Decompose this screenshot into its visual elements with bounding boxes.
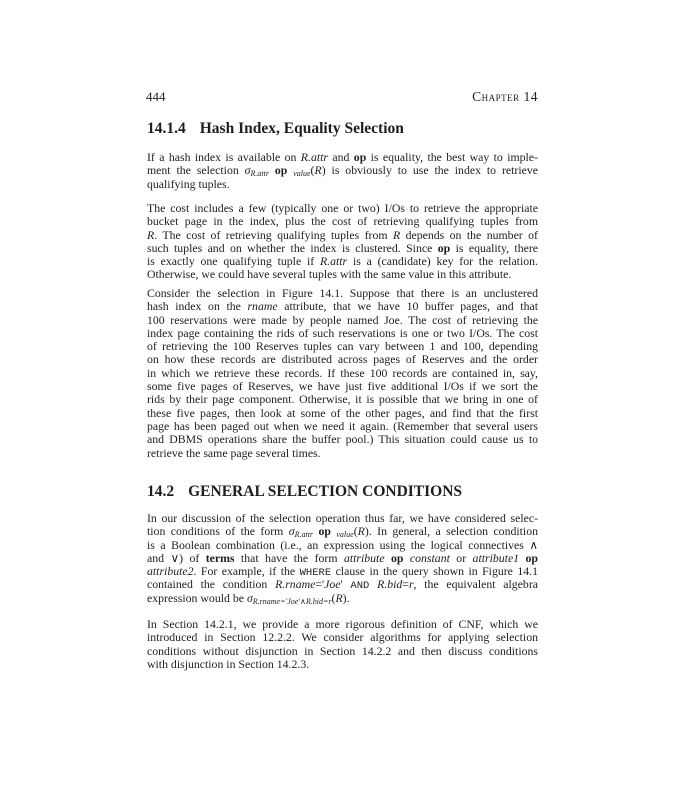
text-segment: such tuples and on whether the index is clustered. Since [147,240,438,255]
text-segment: hash index on the [147,299,248,314]
text-segment: = [402,577,409,592]
text-segment: r [408,577,414,592]
text-line [147,512,538,525]
text-line [147,340,538,353]
text-line [147,178,538,191]
text-segment: σ [244,163,251,178]
text-segment: contained the condition [147,577,276,592]
text-line [147,407,538,420]
section-number: 14.2 [147,483,175,500]
chapter-label: Chapter 14 [472,89,538,104]
text-segment: is equality, there [450,240,538,255]
text-segment [369,577,377,591]
text-segment: =' [315,577,325,592]
text-segment: tion conditions of the form [147,524,289,539]
text-segment: and ∨) of [147,550,206,565]
text-line [147,631,538,644]
text-segment: terms [205,550,235,565]
text-segment: R [147,227,155,242]
text-segment: of retrieving the 100 Reserves tuples can vary between 1 and 100, depending [147,339,538,354]
text-line [147,268,538,281]
text-segment: ) is obviously to use the index to retrieve [321,163,538,178]
text-line [147,151,538,164]
text-segment: ' [340,577,351,592]
text-segment: on how these records are distributed across pages of Reserves and the order [147,352,538,367]
text-segment: op [274,163,288,178]
text-line [147,287,538,300]
section-title: Hash Index, Equality Selection [199,120,404,137]
page-number: 444 [146,89,166,104]
text-segment: . For example, if the [193,564,300,579]
text-segment: R.bid [377,577,403,592]
section-number: 14.1.4 [147,120,186,137]
text-line [147,164,538,177]
text-segment: attribute1 [472,550,520,565]
text-segment: ). [342,590,350,605]
text-segment: 100 reservations were made by people named Joe. The cost of retrieving the [147,312,538,327]
text-segment: R [357,524,365,539]
text-line [147,229,538,242]
text-segment: R [392,227,401,242]
text-line [147,447,538,460]
text-segment: rids by their page component. Otherwise, it is possible that we bring in one of [147,392,538,407]
text-line [147,420,538,433]
text-segment: The cost includes a few (typically one or two) I/Os to retrieve the appropriate [147,201,538,215]
text-segment: and [328,150,354,164]
text-segment: qualifying tuples. [147,176,230,191]
text-segment: . The cost of retrieving qualifying tuples from [154,227,393,242]
text-segment: AND [350,580,370,593]
text-segment: expression would be [147,590,247,605]
text-segment: R.rname [275,577,316,592]
text-segment: , the equivalent algebra [413,577,538,592]
text-segment: ment the selection [147,163,245,178]
text-segment: Otherwise, we could have several tuples with the same value in this attribute. [147,267,512,282]
text-segment: or [449,550,473,565]
text-segment: op [437,240,451,255]
text-segment: Consider the selection in Figure 14.1. Suppose that there is an unclustered [147,286,538,300]
text-segment: constant [409,550,450,565]
text-segment: op [525,550,538,565]
text-segment: σ [246,590,253,605]
text-segment: ( [331,590,336,605]
text-segment: attribute2 [147,564,194,579]
text-segment: If a hash index is available on [147,150,301,164]
text-segment: some five pages of Reserves, we have just five additional I/Os if we sort the [147,379,538,394]
text-line [147,202,538,215]
text-segment: op [318,524,331,539]
text-segment: is equality, the best way to imple- [366,150,538,164]
text-line [147,353,538,366]
text-segment: clause in the query shown in Figure 14.1 [331,564,539,579]
text-segment: is a Boolean combination (i.e., an expression using the logical connectives ∧ [147,537,538,552]
text-segment: attribute, that we have 10 buffer pages, and that [277,299,538,314]
text-segment: that have the form [234,550,344,565]
text-segment: R.rname='Joe'∧R.bid=r [252,596,332,606]
text-segment: attribute [343,550,385,565]
paragraph [147,287,538,460]
text-segment: ( [353,524,358,539]
text-segment: bucket page in the index, plus the cost of retrieving qualifying tuples from [147,214,538,229]
text-segment: op [391,550,404,565]
paragraph [147,512,538,605]
text-segment: page has been paged out when we need it again. (Remember that several users [147,418,538,433]
text-segment: σ [288,524,295,539]
text-segment: value [336,530,354,540]
section-heading-14-2 [147,483,462,501]
text-segment: ( [310,163,315,178]
text-segment: Joe [324,577,341,592]
text-line [147,565,538,578]
text-line [147,255,538,268]
text-segment: value [293,169,311,179]
text-segment: retrieve the same page several times. [147,445,321,460]
text-segment: R.attr [300,150,328,164]
text-line [147,314,538,327]
text-segment: is exactly one qualifying tuple if [147,254,320,269]
text-segment: op [353,150,367,164]
text-segment: in which we retrieve these records. If these 100 records are contained in, say, [147,365,538,380]
section-heading-14-1-4 [147,120,404,138]
text-segment: is a (candidate) key for the relation. [347,254,538,269]
section-title: GENERAL SELECTION CONDITIONS [188,483,463,500]
text-segment: depends on the number of [400,227,538,242]
text-segment: and DBMS operations share the buffer pool.) This situation could cause us to [147,432,538,447]
text-line [147,433,538,446]
text-segment: these five pages, then look at some of the other pages, and find that the first [147,405,538,420]
text-segment: R.attr [319,254,348,269]
text-line [147,300,538,313]
text-line [147,618,538,631]
text-segment: with disjunction in Section 14.2.3. [147,656,310,671]
text-segment: WHERE [299,567,332,580]
text-line [147,215,538,228]
text-segment: ). In general, a selection condition [364,524,539,539]
text-segment: introduced in Section 12.2.2. We consider algorithms for applying selection [147,630,538,645]
text-line [147,592,538,605]
paragraph [147,151,538,191]
text-segment: R [335,590,343,605]
text-line [147,327,538,340]
text-line [147,367,538,380]
text-segment: conditions without disjunction in Section 14.2.2 and then discuss conditions [147,643,538,658]
text-line [147,242,538,255]
text-segment: R.attr [294,530,314,540]
text-line [147,645,538,658]
text-line [147,578,538,591]
text-line [147,380,538,393]
text-line [147,539,538,552]
text-segment: In our discussion of the selection operation thus far, we have considered selec- [147,511,538,525]
text-segment: R [314,163,322,178]
text-line [147,658,538,671]
text-segment: In Section 14.2.1, we provide a more rigorous definition of CNF, which we [147,617,538,631]
text-segment: index page containing the rids of such reservations is one or two I/Os. The cost [147,325,538,340]
text-segment: R.attr [250,169,269,179]
text-line [147,525,538,538]
text-line [147,552,538,565]
paragraph [147,202,538,282]
text-segment: rname [247,299,278,314]
text-line [147,393,538,406]
paragraph [147,618,538,671]
